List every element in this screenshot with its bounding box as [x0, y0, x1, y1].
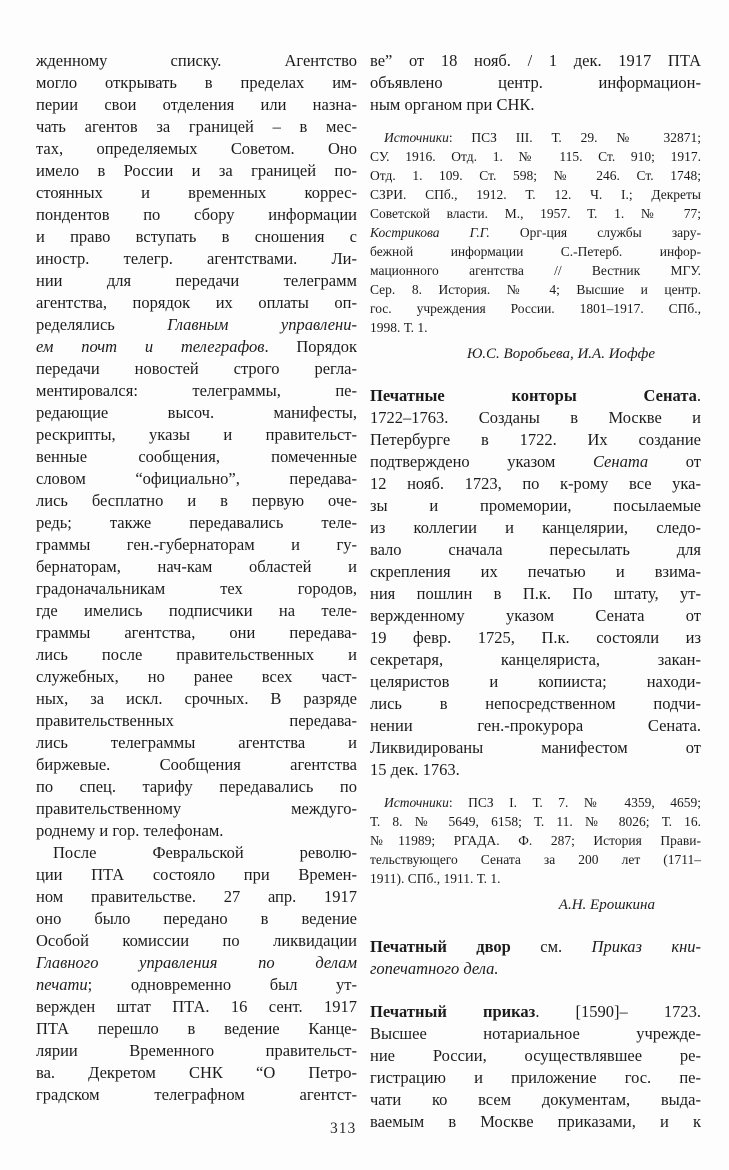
- entry-pechatny-prikaz: [370, 1001, 701, 1133]
- text-line: [36, 402, 357, 424]
- text-line: [36, 380, 357, 402]
- entry-pechatny-dvor: [370, 936, 701, 980]
- text-run: ние России, осуществлявшее ре-: [370, 1046, 701, 1065]
- text-run: лись в непосредственном подчи-: [370, 694, 701, 713]
- text-line: [36, 1040, 357, 1062]
- text-run: вержден штат ПТА. 16 сент. 1917: [36, 997, 357, 1016]
- text-run: лись бесплатно и в первую оче-: [36, 491, 357, 510]
- text-run: А.Н. Ерошкина: [558, 897, 655, 913]
- text-line: [36, 204, 357, 226]
- text-line: [36, 556, 357, 578]
- text-line: [36, 886, 357, 908]
- text-run: 12 нояб. 1723, по к-рому все ука-: [370, 474, 701, 493]
- text-run: бернаторам, нач-кам областей и: [36, 557, 357, 576]
- text-run: Советской власти. М., 1957. Т. 1. № 77;: [370, 206, 701, 221]
- text-run: тельствующего Сената за 200 лет (1711–: [370, 852, 701, 867]
- text-line: [36, 776, 357, 798]
- text-run: где имелись подписчики на теле-: [36, 601, 357, 620]
- text-run: пондентов по сбору информации: [36, 205, 357, 224]
- text-line: [370, 869, 701, 888]
- text-line: [36, 424, 357, 446]
- text-line: [36, 710, 357, 732]
- text-line: [36, 930, 357, 952]
- text-line: [36, 226, 357, 248]
- entry-pechatnye-kontory-senata: [370, 385, 701, 781]
- text-run: словом “официально”, передава-: [36, 469, 357, 488]
- text-run: чати ко всем документам, выда-: [370, 1090, 701, 1109]
- text-run: 1911). СПб., 1911. Т. 1.: [370, 871, 501, 886]
- text-line: [370, 429, 701, 451]
- signature-pta: [370, 344, 701, 364]
- text-line: [370, 850, 701, 869]
- text-line: [370, 759, 701, 781]
- text-run: ния пошлин в П.к. По штату, ут-: [370, 584, 701, 603]
- text-line: [370, 344, 655, 364]
- text-line: [370, 204, 701, 223]
- text-line: [370, 1067, 701, 1089]
- text-line: [370, 261, 701, 280]
- text-run: Сената: [592, 452, 649, 471]
- text-run: ваемым в Москве приказами, и к: [370, 1112, 701, 1131]
- text-line: [370, 128, 701, 147]
- text-line: [36, 600, 357, 622]
- text-run: скрепления их печатью и взима-: [370, 562, 701, 581]
- text-run: мационного агентства // Вестник МГУ.: [370, 263, 701, 278]
- text-line: [36, 996, 357, 1018]
- text-line: [36, 248, 357, 270]
- text-line: [36, 160, 357, 182]
- text-run: СЗРИ. СПб., 1912. Т. 12. Ч. I.; Декреты: [370, 187, 701, 202]
- text-line: [370, 715, 701, 737]
- text-run: агентства, порядок их оплаты оп-: [36, 293, 357, 312]
- text-run: №11989; РГАДА. Ф. 287; История Прави-: [370, 833, 701, 848]
- text-run: подтверждено указом: [370, 452, 593, 471]
- text-line: [370, 1023, 701, 1045]
- text-line: [370, 895, 655, 915]
- text-line: [370, 1089, 701, 1111]
- text-run: 19 февр. 1725, П.к. состояли из: [370, 628, 701, 647]
- text-run: бежной информации С.-Петерб. инфор-: [370, 244, 701, 259]
- text-run: 15 дек. 1763.: [370, 760, 460, 779]
- text-line: [36, 534, 357, 556]
- text-line: [370, 517, 701, 539]
- text-line: [370, 539, 701, 561]
- text-run: градском телеграфном агентст-: [36, 1085, 357, 1104]
- text-run: СУ. 1916. Отд. 1. № 115. Ст. 910; 1917.: [370, 149, 701, 164]
- text-run: оно было передано в ведение: [36, 909, 357, 928]
- text-run: нии для передачи телеграмм: [36, 271, 357, 290]
- sources-pta: [370, 128, 701, 337]
- text-line: [36, 138, 357, 160]
- text-run: печати: [36, 975, 88, 994]
- text-run: Источники: [384, 795, 449, 810]
- text-line: [36, 512, 357, 534]
- text-run: гос. учреждения России. 1801–1917. СПб.,: [370, 301, 701, 316]
- signature-pechatnye-kontory: [370, 895, 701, 915]
- text-run: Ликвидированы манифестом от: [370, 738, 701, 757]
- text-run: целяристов и копииста; находи-: [370, 672, 701, 691]
- text-line: [36, 732, 357, 754]
- text-run: тах, определяемых Советом. Оно: [36, 139, 357, 158]
- text-run: ментировался: телеграммы, пе-: [36, 381, 357, 400]
- text-run: вержденному указом Сената от: [370, 606, 701, 625]
- text-run: . Порядок: [264, 337, 357, 356]
- text-run: граммы агентства, они передава-: [36, 623, 357, 642]
- text-line: [370, 693, 701, 715]
- text-run: имело в России и за границей по-: [36, 161, 357, 180]
- text-run: Орг-ция службы зару-: [489, 225, 701, 240]
- text-line: [36, 182, 357, 204]
- text-line: [36, 622, 357, 644]
- entry-pta-end: [370, 50, 701, 116]
- text-run: венные сообщения, помеченные: [36, 447, 357, 466]
- text-run: Кострикова Г.Г.: [370, 225, 490, 240]
- text-line: [370, 407, 701, 429]
- text-line: [36, 94, 357, 116]
- text-line: [370, 147, 701, 166]
- text-run: и право вступать в сношения с: [36, 227, 357, 246]
- text-line: [36, 820, 357, 842]
- text-line: [36, 688, 357, 710]
- entry-pta-continuation: [36, 50, 357, 1106]
- text-run: : ПСЗ I. Т. 7. № 4359, 4659;: [448, 795, 701, 810]
- text-line: [370, 627, 701, 649]
- text-line: [36, 270, 357, 292]
- text-line: [370, 831, 701, 850]
- text-run: Печатный двор: [370, 937, 511, 956]
- text-run: ном правительстве. 27 апр. 1917: [36, 887, 357, 906]
- text-run: Ю.С. Воробьева, И.А. Иоффе: [466, 346, 655, 362]
- text-line: [370, 793, 701, 812]
- text-run: иностр. телегр. агентствами. Ли-: [36, 249, 357, 268]
- text-line: [36, 644, 357, 666]
- text-run: от: [648, 452, 701, 471]
- text-run: 1722–1763. Созданы в Москве и: [370, 408, 701, 427]
- text-run: Печатные конторы Сената: [370, 386, 697, 405]
- text-column-left: [36, 50, 357, 1133]
- text-run: Сер. 8. История. № 4; Высшие и центр.: [370, 282, 701, 297]
- text-run: градоначальникам тех городов,: [36, 579, 357, 598]
- text-line: [370, 958, 701, 980]
- text-line: [370, 812, 701, 831]
- text-run: рескрипты, указы и правительст-: [36, 425, 357, 444]
- text-line: [370, 605, 701, 627]
- text-run: ; одновременно был ут-: [87, 975, 357, 994]
- text-line: [370, 299, 701, 318]
- text-run: ПТА перешло в ведение Канце-: [36, 1019, 357, 1038]
- text-column-right: [370, 50, 701, 1133]
- text-line: [36, 798, 357, 820]
- text-run: зы и промемории, посылаемые: [370, 496, 701, 515]
- text-run: ва. Декретом СНК “О Петро-: [36, 1063, 357, 1082]
- text-line: [370, 50, 701, 72]
- text-run: секретаря, канцеляриста, закан-: [370, 650, 701, 669]
- text-line: [370, 936, 701, 958]
- text-line: [36, 292, 357, 314]
- text-run: ных, за искл. срочных. В разряде: [36, 689, 357, 708]
- text-line: [36, 336, 357, 358]
- text-line: [370, 473, 701, 495]
- text-line: [36, 842, 357, 864]
- text-line: [370, 166, 701, 185]
- text-run: гистрацию и приложение гос. пе-: [370, 1068, 701, 1087]
- text-run: ции ПТА состояло при Времен-: [36, 865, 357, 884]
- text-run: Отд. 1. 109. Ст. 598; № 246. Ст. 1748;: [370, 168, 701, 183]
- text-line: [370, 451, 701, 473]
- text-run: ве” от 18 нояб. / 1 дек. 1917 ПТА: [370, 51, 701, 70]
- text-line: [36, 314, 357, 336]
- text-run: из коллегии и канцелярии, следо-: [370, 518, 701, 537]
- text-line: [36, 50, 357, 72]
- text-run: Особой комиссии по ликвидации: [36, 931, 357, 950]
- text-line: [370, 242, 701, 261]
- text-run: жденному списку. Агентство: [36, 51, 357, 70]
- text-run: служебных, но ранее всех част-: [36, 667, 357, 686]
- text-run: ределялись: [36, 315, 168, 334]
- text-line: [36, 1018, 357, 1040]
- text-run: После Февральской револю-: [53, 843, 357, 862]
- text-run: Главного управления по делам: [36, 953, 357, 972]
- text-line: [36, 666, 357, 688]
- text-line: [36, 358, 357, 380]
- text-line: [370, 223, 701, 242]
- text-line: [36, 446, 357, 468]
- text-run: чать агентов за границей – в мес-: [36, 117, 357, 136]
- text-run: ем почт и телеграфов: [36, 337, 265, 356]
- text-run: Печатный приказ: [370, 1002, 536, 1021]
- text-line: [370, 1111, 701, 1133]
- text-run: правительственных передава-: [36, 711, 357, 730]
- text-run: ным органом при СНК.: [370, 95, 535, 114]
- text-line: [370, 649, 701, 671]
- text-run: Главным управлени-: [167, 315, 357, 334]
- text-run: Петербурге в 1722. Их создание: [370, 430, 701, 449]
- text-line: [370, 1001, 701, 1023]
- text-line: [370, 737, 701, 759]
- text-line: [36, 468, 357, 490]
- text-line: [370, 671, 701, 693]
- text-line: [370, 385, 701, 407]
- text-line: [370, 94, 701, 116]
- text-run: . [1590]– 1723.: [535, 1002, 701, 1021]
- text-line: [370, 318, 701, 337]
- text-line: [370, 495, 701, 517]
- text-run: нении ген.-прокурора Сената.: [370, 716, 701, 735]
- text-run: Т. 8. № 5649, 6158; Т. 11. № 8026; Т. 16.: [370, 814, 701, 829]
- text-run: могло открывать в пределах им-: [36, 73, 357, 92]
- text-line: [370, 185, 701, 204]
- text-run: биржевые. Сообщения агентства: [36, 755, 357, 774]
- text-run: : ПСЗ III. Т. 29. № 32871;: [448, 130, 701, 145]
- text-line: [36, 578, 357, 600]
- text-line: [36, 908, 357, 930]
- text-run: Источники: [384, 130, 449, 145]
- text-run: правительственному междуго-: [36, 799, 357, 818]
- page-number: 313: [330, 1120, 357, 1137]
- text-line: [370, 1045, 701, 1067]
- text-line: [36, 864, 357, 886]
- text-run: 1998. Т. 1.: [370, 320, 428, 335]
- text-run: редающие высоч. манифесты,: [36, 403, 357, 422]
- text-run: редь; также передавались теле-: [36, 513, 357, 532]
- text-line: [370, 561, 701, 583]
- sources-pechatnye-kontory: [370, 793, 701, 888]
- text-run: передачи новостей строго регла-: [36, 359, 357, 378]
- text-run: лярии Временного правительст-: [36, 1041, 357, 1060]
- text-line: [370, 583, 701, 605]
- text-run: объявлено центр. информацион-: [370, 73, 701, 92]
- text-run: лись телеграммы агентства и: [36, 733, 357, 752]
- text-line: [36, 974, 357, 996]
- text-line: [36, 1062, 357, 1084]
- text-run: лись после правительственных и: [36, 645, 357, 664]
- text-line: [370, 72, 701, 94]
- text-line: [36, 490, 357, 512]
- text-run: по спец. тарифу передавались по: [36, 777, 357, 796]
- text-run: перии свои отделения или назна-: [36, 95, 357, 114]
- text-run: Приказ кни-: [591, 937, 702, 956]
- two-column-layout: [36, 50, 701, 1133]
- text-run: граммы ген.-губернаторам и гу-: [36, 535, 357, 554]
- text-run: гопечатного дела.: [370, 959, 499, 978]
- text-run: см.: [510, 937, 592, 956]
- text-run: вало сначала пересылать для: [370, 540, 701, 559]
- text-line: [36, 72, 357, 94]
- text-run: .: [696, 386, 701, 405]
- text-line: [36, 116, 357, 138]
- text-line: [370, 280, 701, 299]
- text-line: [36, 952, 357, 974]
- text-run: Высшее нотариальное учрежде-: [370, 1024, 701, 1043]
- text-run: роднему и гор. телефонам.: [36, 821, 224, 840]
- text-run: стоянных и временных коррес-: [36, 183, 357, 202]
- text-line: [36, 1084, 357, 1106]
- text-line: [36, 754, 357, 776]
